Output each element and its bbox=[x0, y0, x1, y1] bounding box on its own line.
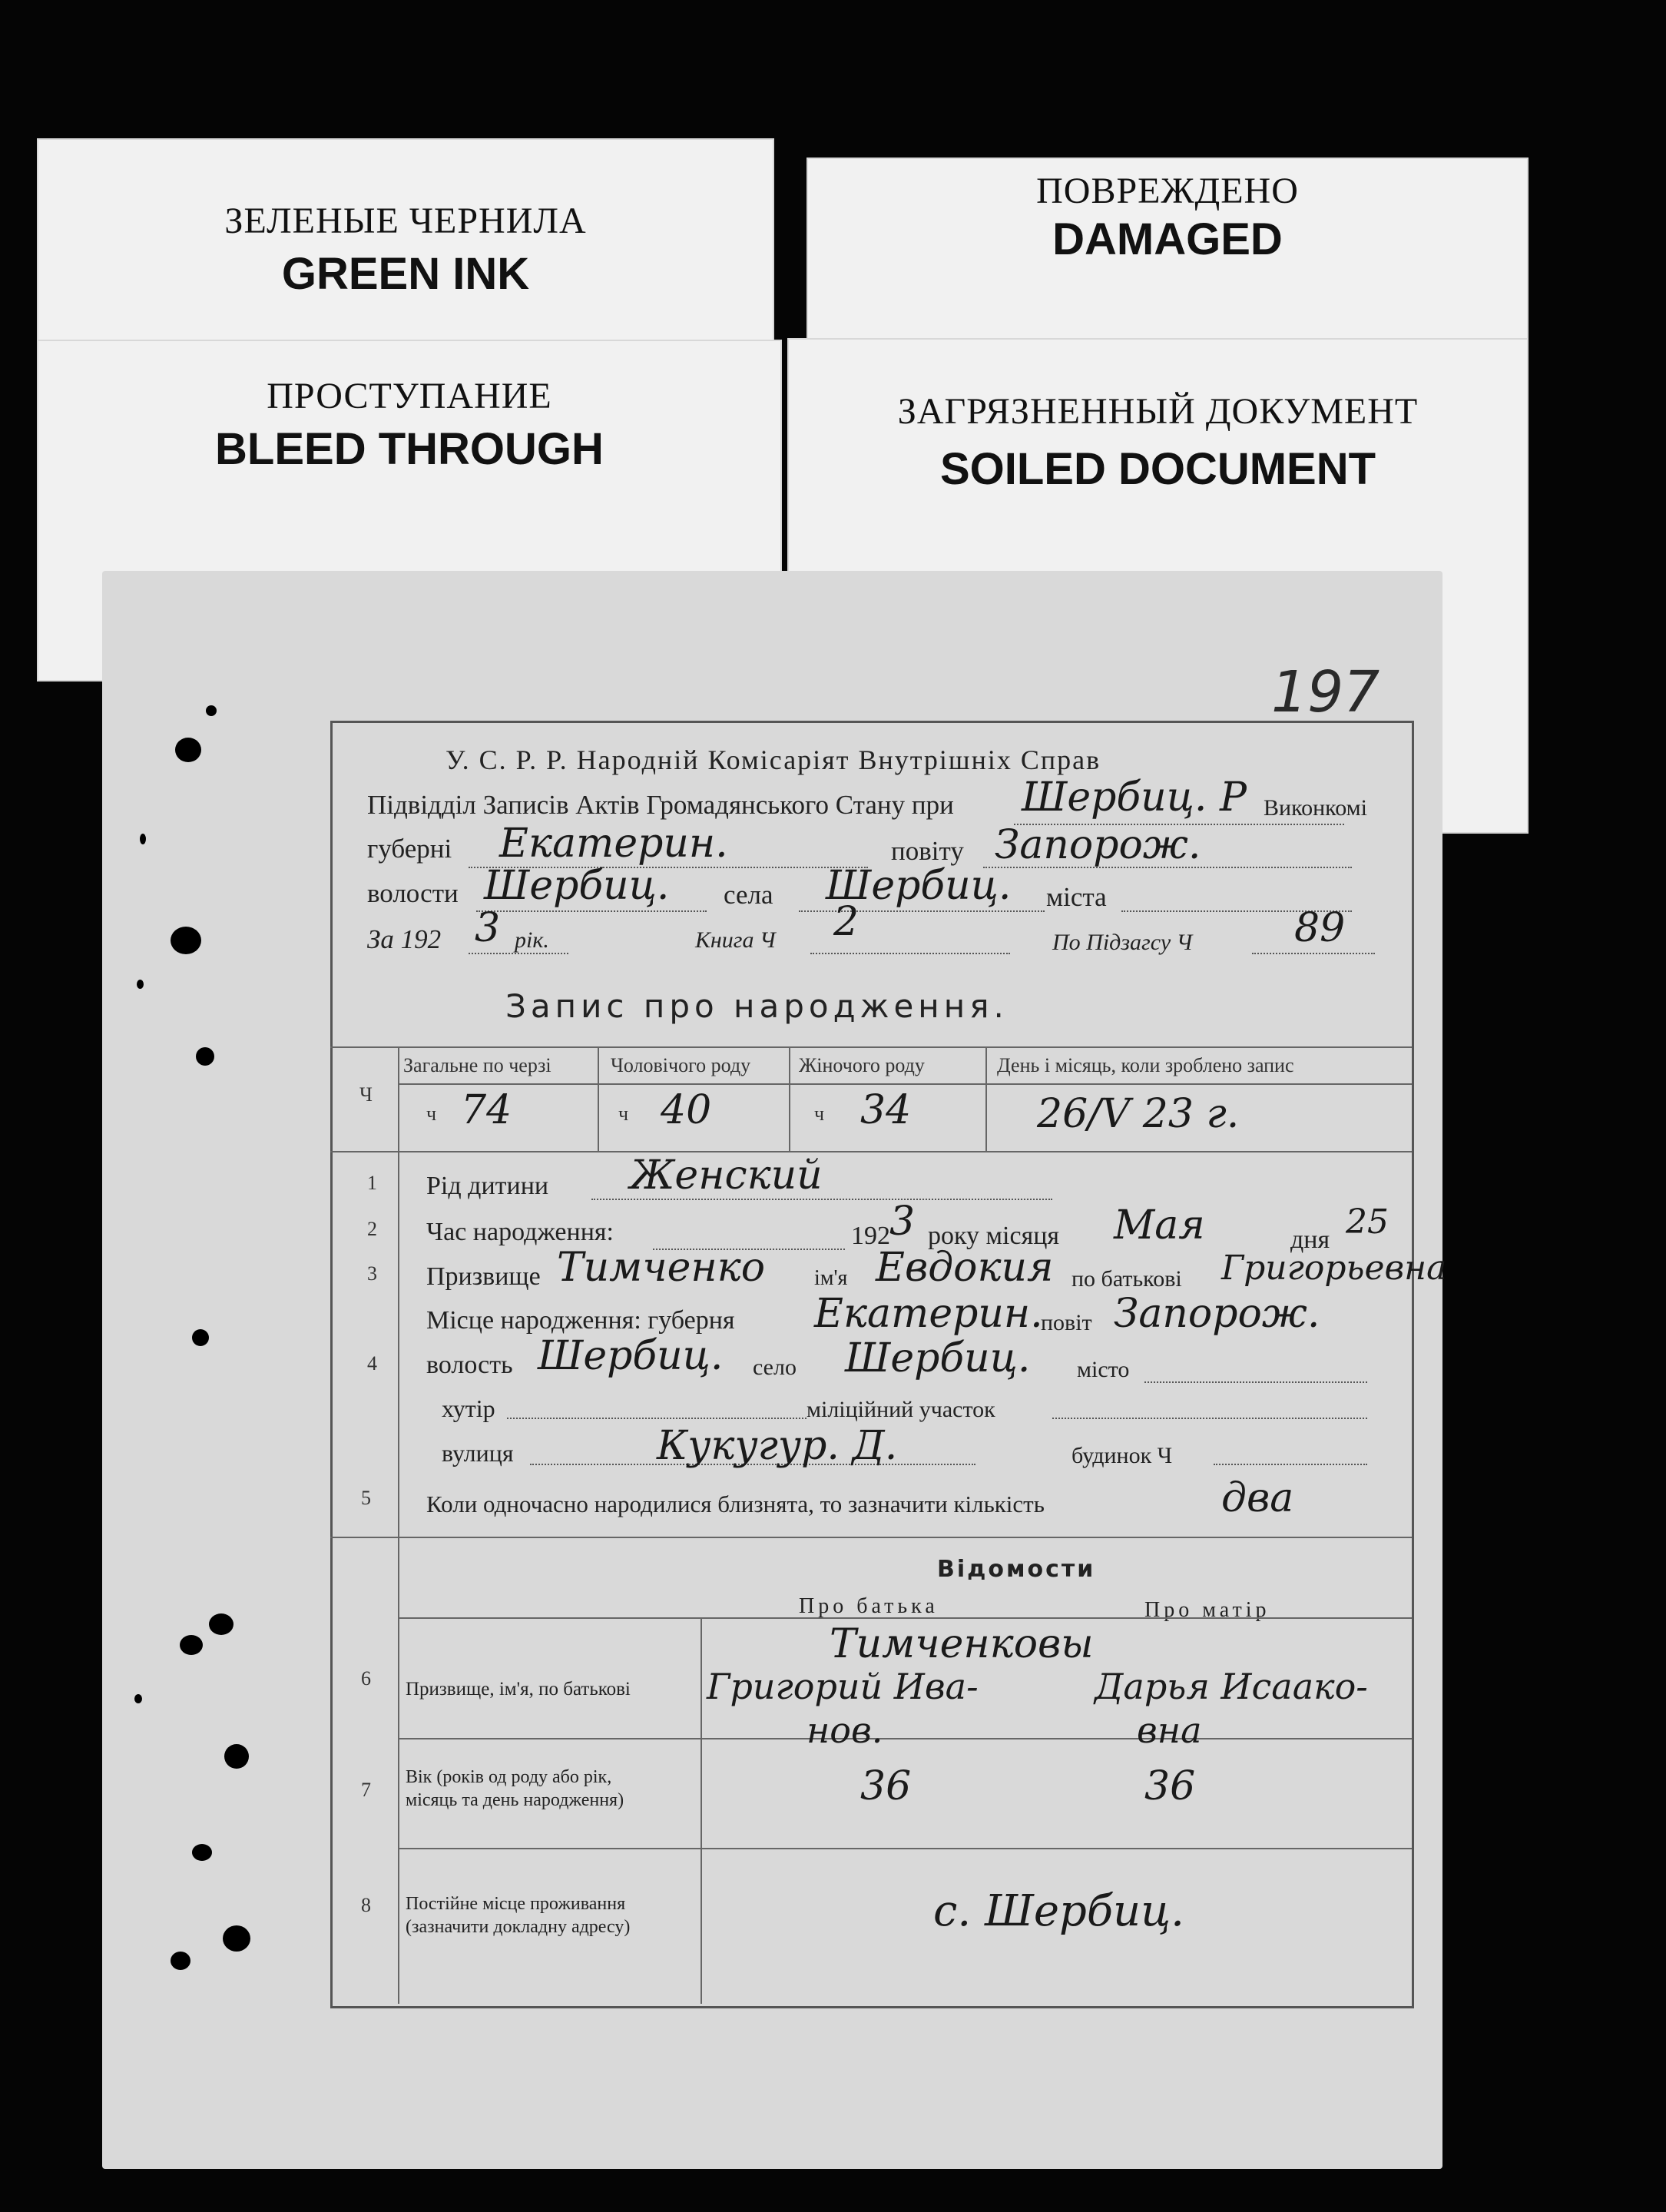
counter-col bbox=[789, 1046, 790, 1151]
year-suffix: рік. bbox=[515, 927, 549, 953]
punch-hole bbox=[192, 1329, 209, 1346]
female-prefix: ч bbox=[814, 1103, 825, 1125]
mista-label: міста bbox=[1046, 882, 1107, 912]
row-number: 7 bbox=[361, 1779, 371, 1801]
year-value: 3 bbox=[475, 905, 501, 951]
misto-label: місто bbox=[1077, 1357, 1130, 1382]
khutir-line bbox=[507, 1418, 807, 1419]
sela-value: Шербиц. bbox=[826, 863, 1012, 909]
parents-col-rule bbox=[701, 1617, 702, 2004]
parents-row-rule bbox=[398, 1848, 1412, 1849]
birth-day-label: дня bbox=[1290, 1225, 1330, 1254]
punch-hole bbox=[209, 1613, 234, 1635]
office-value: Шербиц. Р bbox=[1022, 774, 1247, 821]
parents-row-rule bbox=[398, 1738, 1412, 1739]
birthplace-gub-value: Екатерин. bbox=[814, 1291, 1043, 1337]
birth-month-value: Мая bbox=[1114, 1202, 1205, 1249]
book-value: 2 bbox=[833, 899, 859, 945]
sex-value: Женский bbox=[630, 1152, 823, 1199]
number-column-rule bbox=[398, 1151, 399, 2004]
male-prefix: ч bbox=[618, 1103, 629, 1125]
child-section-bottom bbox=[330, 1537, 1412, 1538]
surname-value: Тимченко bbox=[557, 1245, 766, 1291]
row-number: 8 bbox=[361, 1894, 371, 1916]
volosti-value: Шербиц. bbox=[484, 863, 670, 909]
year-line bbox=[469, 953, 568, 954]
male-count-label: Чоловічого роду bbox=[611, 1054, 751, 1076]
punch-hole bbox=[180, 1635, 203, 1655]
male-count-value: 40 bbox=[661, 1087, 712, 1133]
record-title: Запис про народження. bbox=[505, 987, 1009, 1025]
house-label: будинок Ч bbox=[1071, 1443, 1173, 1468]
punch-hole bbox=[171, 927, 201, 954]
mother-name-line1: Дарья Исаако- bbox=[1095, 1666, 1368, 1707]
sex-line bbox=[591, 1199, 1052, 1200]
punch-hole bbox=[134, 1694, 142, 1703]
punch-hole bbox=[206, 705, 217, 716]
punch-hole bbox=[192, 1844, 212, 1861]
punch-hole bbox=[223, 1925, 250, 1952]
residence-value: с. Шербиц. bbox=[933, 1886, 1184, 1936]
birth-year-prefix: 192 bbox=[851, 1222, 890, 1250]
card-label-en: SOILED DOCUMENT bbox=[939, 444, 1376, 494]
mother-age: 36 bbox=[1144, 1763, 1196, 1809]
surname-label: Призвище bbox=[426, 1262, 541, 1291]
office-suffix: Виконкомі bbox=[1264, 795, 1367, 821]
street-value: Кукугур. Д. bbox=[657, 1423, 898, 1469]
twins-value: два bbox=[1221, 1475, 1294, 1521]
card-label-en: BLEED THROUGH bbox=[215, 424, 604, 474]
militia-line bbox=[1052, 1418, 1367, 1419]
counter-table-top bbox=[330, 1046, 1412, 1048]
punch-hole bbox=[196, 1047, 214, 1066]
counter-col bbox=[985, 1046, 987, 1151]
record-date-value: 26/V 23 г. bbox=[1037, 1091, 1240, 1137]
street-label: вулиця bbox=[442, 1439, 514, 1467]
name-label: ім'я bbox=[814, 1266, 848, 1290]
birth-year-value: 3 bbox=[889, 1199, 916, 1245]
row-number: 3 bbox=[367, 1262, 377, 1285]
mother-column-header: Про матір bbox=[1144, 1598, 1270, 1622]
counter-header-rule bbox=[399, 1083, 1412, 1085]
punch-hole bbox=[137, 980, 144, 989]
father-age: 36 bbox=[860, 1763, 912, 1809]
residence-label-line1: Постійне місце проживання bbox=[406, 1894, 626, 1914]
birthplace-povit-value: Запорож. bbox=[1114, 1291, 1320, 1337]
general-prefix: ч bbox=[426, 1103, 437, 1125]
povitu-label: повіту bbox=[891, 836, 964, 866]
counter-col bbox=[398, 1046, 399, 1151]
counter-col bbox=[598, 1046, 599, 1151]
guberni-value: Екатерин. bbox=[499, 821, 728, 867]
militia-label: міліційний участок bbox=[807, 1397, 995, 1422]
office-label: Підвідділ Записів Актів Громадянського Стану при bbox=[367, 790, 954, 820]
twins-label: Коли одночасно народилися близнята, то зазначити кількість bbox=[426, 1491, 1045, 1517]
counter-number-column: Ч bbox=[359, 1083, 373, 1106]
volosti-line bbox=[476, 910, 707, 912]
residence-label-line2: (зазначити докладну адресу) bbox=[406, 1917, 631, 1937]
subgroup-line bbox=[1252, 953, 1375, 954]
female-count-label: Жіночого роду bbox=[799, 1054, 925, 1076]
patronymic-value: Григорьевна bbox=[1221, 1249, 1447, 1288]
card-label-ru: ЗАГРЯЗНЕННЫЙ ДОКУМЕНТ bbox=[897, 391, 1419, 432]
book-line bbox=[810, 953, 1010, 954]
book-label: Книга Ч bbox=[695, 927, 776, 953]
birth-month-label: року місяця bbox=[928, 1222, 1060, 1250]
povitu-value: Запорож. bbox=[995, 822, 1201, 868]
punch-hole bbox=[224, 1744, 249, 1769]
age-label-line2: місяць та день народження) bbox=[406, 1790, 624, 1810]
selo-value: Шербиц. bbox=[845, 1335, 1031, 1381]
punch-hole bbox=[175, 738, 201, 762]
parents-header-rule bbox=[398, 1617, 1412, 1619]
guberni-label: губерні bbox=[367, 834, 452, 864]
row-number: 5 bbox=[361, 1487, 371, 1509]
row-number: 6 bbox=[361, 1667, 371, 1690]
green-ink-card bbox=[37, 138, 774, 353]
counter-table-bottom bbox=[330, 1151, 1412, 1152]
mother-name-line2: вна bbox=[1137, 1710, 1202, 1751]
house-line bbox=[1214, 1464, 1367, 1465]
father-column-header: Про батька bbox=[799, 1594, 939, 1618]
card-label-ru: ПОВРЕЖДЕНО bbox=[1036, 171, 1299, 211]
volost-label: волость bbox=[426, 1351, 513, 1379]
row-number: 4 bbox=[367, 1352, 377, 1375]
damaged-card bbox=[807, 158, 1529, 365]
punch-hole bbox=[171, 1952, 190, 1970]
birth-time-label: Час народження: bbox=[426, 1218, 614, 1246]
punch-hole bbox=[140, 834, 146, 844]
general-count-label: Загальне по черзі bbox=[403, 1054, 551, 1076]
sela-label: села bbox=[724, 880, 773, 910]
female-count-value: 34 bbox=[860, 1087, 912, 1133]
subgroup-label: По Підзагсу Ч bbox=[1052, 930, 1193, 955]
volost-value: Шербиц. bbox=[538, 1333, 724, 1379]
birthplace-povit-label: повіт bbox=[1041, 1310, 1092, 1335]
info-title: Відомости bbox=[937, 1556, 1096, 1583]
card-label-en: DAMAGED bbox=[1052, 214, 1283, 264]
form-title: У. С. Р. Р. Народній Комісаріят Внутрішніх Справ bbox=[445, 745, 1101, 775]
row-number: 1 bbox=[367, 1172, 377, 1194]
year-label: За 192 bbox=[367, 924, 442, 954]
volosti-label: волости bbox=[367, 878, 459, 908]
khutir-label: хутір bbox=[442, 1395, 495, 1422]
card-label-en: GREEN INK bbox=[281, 249, 530, 299]
selo-label: село bbox=[753, 1355, 797, 1380]
card-label-ru: ПРОСТУПАНИЕ bbox=[267, 376, 552, 416]
general-count-value: 74 bbox=[461, 1087, 512, 1133]
misto-line bbox=[1144, 1381, 1367, 1383]
parent-name-label: Призвище, ім'я, по батькові bbox=[406, 1679, 631, 1700]
patronymic-label: по батькові bbox=[1071, 1266, 1182, 1292]
card-label-ru: ЗЕЛЕНЫЕ ЧЕРНИЛА bbox=[224, 201, 587, 241]
subgroup-value: 89 bbox=[1294, 905, 1346, 951]
parents-common-surname: Тимченковы bbox=[830, 1621, 1094, 1667]
father-name-line1: Григорий Ива- bbox=[707, 1666, 979, 1707]
birthplace-label: Місце народження: губерня bbox=[426, 1306, 735, 1335]
birth-day-value: 25 bbox=[1346, 1202, 1389, 1242]
father-name-line2: нов. bbox=[807, 1710, 883, 1751]
record-date-label: День і місяць, коли зроблено запис bbox=[997, 1054, 1294, 1076]
sex-label: Рід дитини bbox=[426, 1172, 549, 1200]
row-number: 2 bbox=[367, 1218, 377, 1240]
archive-page-number: 197 bbox=[1271, 659, 1380, 725]
name-value: Евдокия bbox=[876, 1245, 1054, 1291]
age-label-line1: Вік (років од роду або рік, bbox=[406, 1767, 612, 1787]
